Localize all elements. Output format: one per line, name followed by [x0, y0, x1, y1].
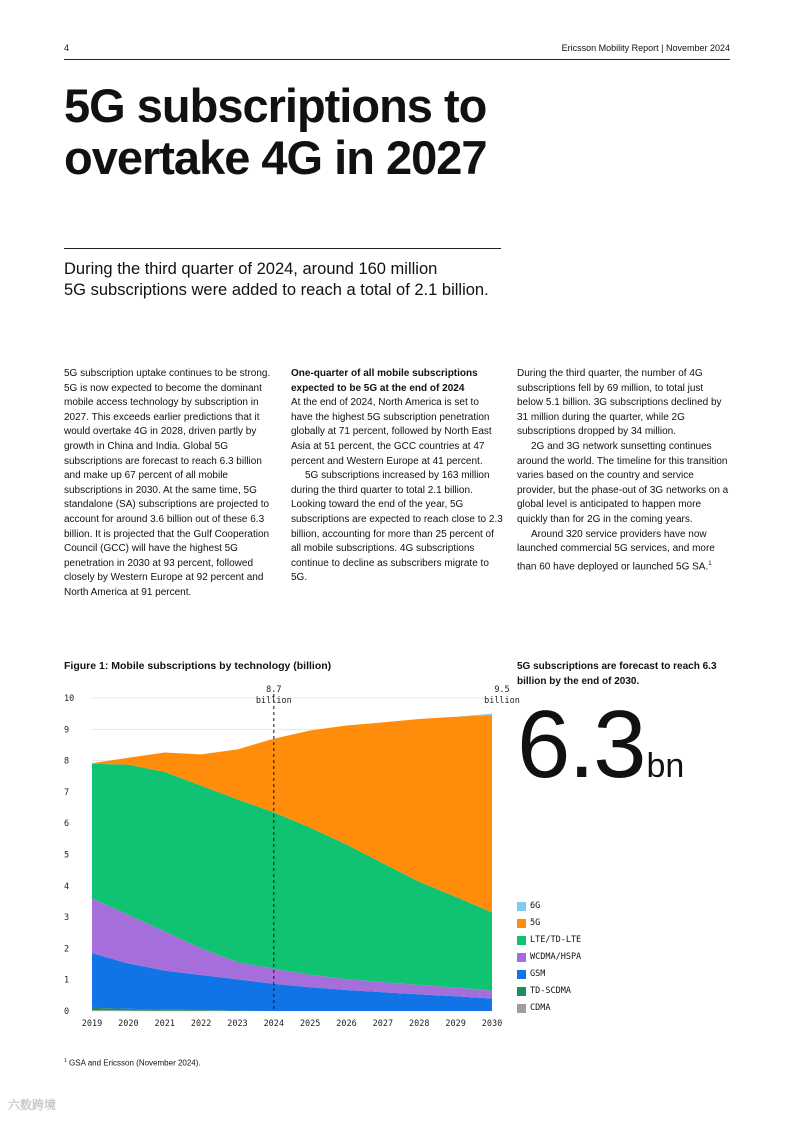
x-tick-label: 2020: [118, 1019, 139, 1029]
body-column-2: [291, 367, 503, 586]
x-tick-label: 2024: [263, 1019, 285, 1029]
y-tick-label: 0: [64, 1007, 70, 1017]
big-stat-unit: bn: [646, 747, 685, 785]
legend-label: GSM: [530, 969, 546, 979]
chart-legend: [517, 898, 581, 1017]
x-tick-label: 2030: [481, 1019, 503, 1029]
x-tick-label: 2026: [336, 1019, 357, 1029]
page-title-line-2: overtake 4G in 2027: [64, 131, 487, 184]
x-tick-label: 2028: [409, 1019, 430, 1029]
col3-paragraph-3-text: Around 320 service providers have now launched commercial 5G services, and more than 60 have deployed or launched 5G SA.: [517, 528, 715, 573]
page-title: [64, 80, 624, 184]
legend-label: WCDMA/HSPA: [530, 952, 582, 962]
col1-paragraph-1: 5G subscription uptake continues to be strong. 5G is now expected to become the dominant mobile access technology by subscription in 2027. This exceeds earlier predictions that it would overtake 4G in 2028, driven partly by growth in China and India. Global 5G subscriptions are forecast to reach 6.3 billion and make up 67 percent of all mobile subscriptions in 2030. At the same time, 5G standalone (SA) subscriptions are projected to account for around 3.6 billion out of these 6.3 billion. It is projected that the Gulf Cooperation Council (GCC) will have the highest 5G penetration in 2030 at 93 percent, followed closely by Western Europe at 92 percent and North America at 91 percent.: [64, 368, 271, 598]
side-heading: 5G subscriptions are forecast to reach 6.3 billion by the end of 2030.: [517, 661, 717, 687]
body-column-1: [64, 367, 276, 601]
col2-subheading: One-quarter of all mobile subscriptions expected to be 5G at the end of 2024: [291, 368, 478, 394]
page-title-line-1: 5G subscriptions to: [64, 79, 487, 132]
figure-title: Figure 1: Mobile subscriptions by technology (billion): [64, 660, 332, 672]
annotation-value-2030: 9.5: [494, 685, 510, 695]
footnote-text: GSA and Ericsson (November 2024).: [69, 1058, 201, 1068]
footnote-ref[interactable]: 1: [708, 560, 712, 567]
x-tick-label: 2019: [81, 1019, 103, 1029]
subscriptions-area-chart: [60, 680, 520, 1035]
legend-item-lte-td-lte: [517, 932, 581, 949]
y-tick-label: 3: [64, 913, 70, 924]
x-tick-label: 2025: [299, 1019, 321, 1029]
annotation-value-2024: 8.7: [266, 685, 282, 695]
col3-paragraph-3: [517, 528, 729, 575]
col3-paragraph-2: 2G and 3G network sunsetting continues around the world. The timeline for this transition varies based on the country and service provider, but the phase-out of 3G networks on a global level is anticipated to happen more quickly than for 2G in the coming years.: [517, 440, 729, 525]
watermark: 六数跨境: [8, 1098, 57, 1112]
legend-item-gsm: [517, 966, 581, 983]
big-stat-number: 6.3: [517, 691, 645, 798]
legend-label: 6G: [530, 901, 541, 911]
legend-label: 5G: [530, 918, 541, 928]
lead-rule: [64, 248, 501, 249]
legend-swatch: [517, 970, 526, 979]
col3-paragraph-1: During the third quarter, the number of 4G subscriptions fell by 69 million, to total just below 5.1 billion. 3G subscriptions declined by 31 million during the quarter, while 2G subscriptions dropped by 34 million.: [517, 368, 722, 438]
legend-item-cdma: [517, 1000, 581, 1017]
chart-x-ticks: [82, 1019, 502, 1029]
body-column-3: [517, 367, 729, 575]
legend-swatch: [517, 919, 526, 928]
legend-label: CDMA: [530, 1003, 551, 1013]
footnote: [64, 1058, 201, 1068]
legend-swatch: [517, 936, 526, 945]
col2-paragraph-1: At the end of 2024, North America is set to have the highest 5G subscription penetration globally at 71 percent, followed by North East Asia at 51 percent, the GCC countries at 47 percent and Western Europe at 41 percent.: [291, 397, 492, 467]
footnote-mark: 1: [64, 1058, 67, 1064]
chart-areas: [92, 714, 492, 1011]
y-tick-label: 10: [64, 694, 75, 704]
header-rule: [64, 59, 730, 60]
col2-paragraph-2: 5G subscriptions increased by 163 million during the third quarter to total 2.1 billion. Looking toward the end of the year, 5G subscriptions are expected to reach close to 2.3 billion, accounting for more than 25 percent of all mobile subscriptions. 4G subscriptions continue to decline as subscribers migrate to 5G.: [291, 470, 503, 584]
big-stat: [517, 690, 684, 800]
annotation-unit-2024: billion: [255, 696, 292, 706]
legend-label: TD-SCDMA: [530, 986, 571, 996]
running-title: Ericsson Mobility Report | November 2024: [561, 43, 730, 53]
legend-swatch: [517, 987, 526, 996]
annotation-unit-2030: billion: [484, 696, 520, 706]
legend-item-5g: [517, 915, 581, 932]
legend-item-6g: [517, 898, 581, 915]
legend-swatch: [517, 1004, 526, 1013]
y-tick-label: 7: [64, 787, 70, 798]
legend-label: LTE/TD-LTE: [530, 935, 582, 945]
y-tick-label: 9: [64, 725, 70, 736]
legend-swatch: [517, 953, 526, 962]
y-tick-label: 5: [64, 850, 70, 861]
legend-item-td-scdma: [517, 983, 581, 1000]
legend-item-wcdma-hspa: [517, 949, 581, 966]
x-tick-label: 2027: [372, 1019, 394, 1029]
y-tick-label: 2: [64, 944, 70, 955]
x-tick-label: 2029: [445, 1019, 466, 1029]
legend-swatch: [517, 902, 526, 911]
x-tick-label: 2021: [154, 1019, 175, 1029]
lead-line-1: During the third quarter of 2024, around 160 million: [64, 260, 438, 278]
y-tick-label: 8: [64, 756, 70, 767]
lead-paragraph: [64, 259, 524, 301]
y-tick-label: 6: [64, 819, 70, 830]
page-number: 4: [64, 43, 70, 53]
lead-line-2: 5G subscriptions were added to reach a total of 2.1 billion.: [64, 281, 489, 299]
x-tick-label: 2022: [190, 1019, 212, 1029]
x-tick-label: 2023: [227, 1019, 248, 1029]
chart-y-ticks: [64, 694, 74, 1017]
y-tick-label: 1: [64, 975, 70, 986]
y-tick-label: 4: [64, 881, 70, 892]
